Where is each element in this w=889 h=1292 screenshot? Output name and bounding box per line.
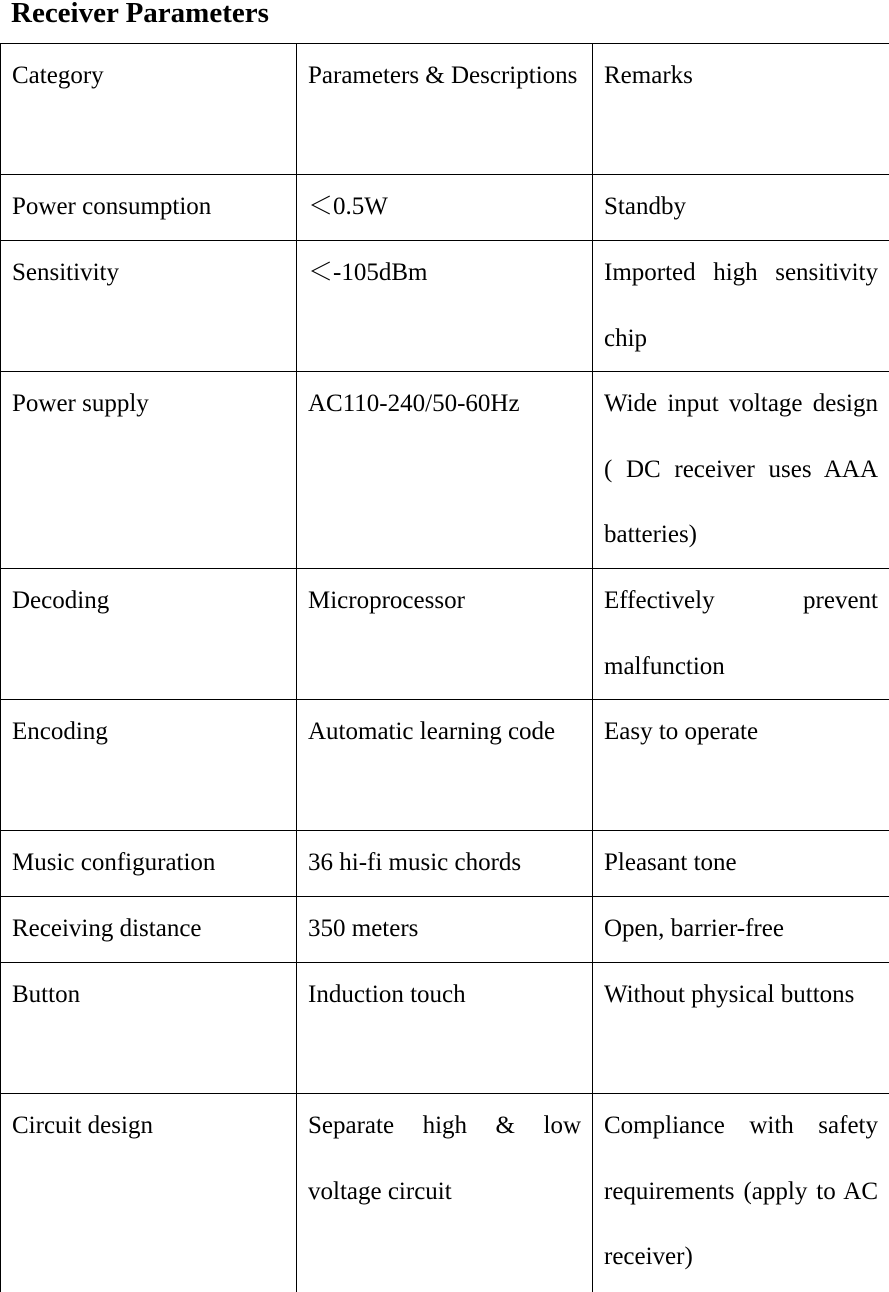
- remark-text: Standby: [604, 174, 878, 240]
- table-row: [1, 175, 889, 241]
- remark-cell: [593, 241, 889, 372]
- parameter-text: ＜-105dBm: [308, 240, 581, 306]
- table-row: [1, 700, 889, 831]
- header-remarks: Remarks: [604, 43, 878, 109]
- parameter-text: AC110-240/50-60Hz: [308, 371, 581, 437]
- remark-cell: [593, 569, 889, 700]
- category-text: Decoding: [12, 568, 285, 634]
- remark-text: Imported high sensitivity chip: [604, 240, 878, 371]
- parameter-text: Microprocessor: [308, 568, 581, 634]
- remark-text: Pleasant tone: [604, 830, 878, 896]
- table-row: [1, 831, 889, 897]
- remark-text: Compliance with safety requirements (apply to AC receiver): [604, 1093, 878, 1290]
- table-header-row: [1, 44, 889, 175]
- remark-text: Wide input voltage design ( DC receiver uses AAA batteries): [604, 371, 878, 568]
- category-text: Music configuration: [12, 830, 285, 896]
- category-cell: [1, 831, 297, 897]
- category-text: Sensitivity: [12, 240, 285, 306]
- remark-cell: [593, 963, 889, 1094]
- remark-cell: [593, 1094, 889, 1292]
- table-row: [1, 963, 889, 1094]
- remark-text: Effectively prevent malfunction: [604, 568, 878, 699]
- category-text: Encoding: [12, 699, 285, 765]
- category-text: Power consumption: [12, 174, 285, 240]
- parameter-text: Automatic learning code: [308, 699, 581, 765]
- category-cell: [1, 569, 297, 700]
- header-cell-remarks: [593, 44, 889, 175]
- header-cell-category: [1, 44, 297, 175]
- category-text: Circuit design: [12, 1093, 285, 1159]
- parameter-text: 350 meters: [308, 896, 581, 962]
- remark-cell: [593, 897, 889, 963]
- parameter-cell: [297, 963, 593, 1094]
- parameter-text: 36 hi-fi music chords: [308, 830, 581, 896]
- parameter-cell: [297, 1094, 593, 1292]
- document-title: Receiver Parameters: [11, 0, 269, 30]
- receiver-parameters-table: [0, 43, 889, 1292]
- parameter-cell: [297, 175, 593, 241]
- parameter-cell: [297, 241, 593, 372]
- parameter-cell: [297, 700, 593, 831]
- header-parameters: Parameters & Descriptions: [308, 43, 581, 109]
- table-row: [1, 569, 889, 700]
- parameter-cell: [297, 897, 593, 963]
- category-cell: [1, 897, 297, 963]
- table-row: [1, 897, 889, 963]
- parameter-text: ＜0.5W: [308, 174, 581, 240]
- category-cell: [1, 963, 297, 1094]
- remark-cell: [593, 700, 889, 831]
- parameter-cell: [297, 372, 593, 569]
- parameter-text: Induction touch: [308, 962, 581, 1028]
- header-cell-parameters: [297, 44, 593, 175]
- remark-cell: [593, 831, 889, 897]
- category-text: Button: [12, 962, 285, 1028]
- parameter-cell: [297, 831, 593, 897]
- category-cell: [1, 372, 297, 569]
- category-cell: [1, 1094, 297, 1292]
- remark-text: Easy to operate: [604, 699, 878, 765]
- category-cell: [1, 700, 297, 831]
- remark-text: Without physical buttons: [604, 962, 878, 1028]
- category-text: Power supply: [12, 371, 285, 437]
- table-row: [1, 372, 889, 569]
- parameter-cell: [297, 569, 593, 700]
- remark-text: Open, barrier-free: [604, 896, 878, 962]
- category-text: Receiving distance: [12, 896, 285, 962]
- remark-cell: [593, 372, 889, 569]
- header-category: Category: [12, 43, 285, 109]
- parameter-text: Separate high & low voltage circuit: [308, 1093, 581, 1224]
- category-cell: [1, 241, 297, 372]
- remark-cell: [593, 175, 889, 241]
- table-row: [1, 1094, 889, 1292]
- table-row: [1, 241, 889, 372]
- category-cell: [1, 175, 297, 241]
